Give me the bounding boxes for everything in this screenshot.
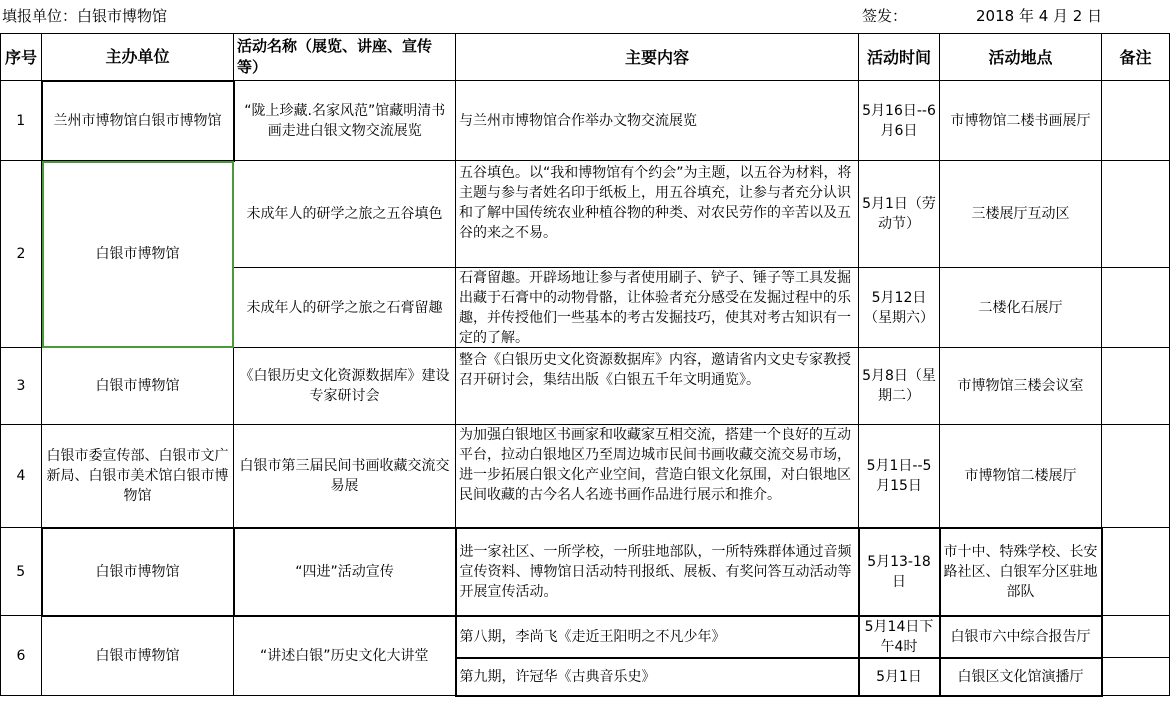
sign-label: 签发： xyxy=(862,7,908,25)
note-cell[interactable] xyxy=(1102,348,1170,425)
col-header-time[interactable]: 活动时间 xyxy=(859,34,940,81)
col-header-organizer[interactable]: 主办单位 xyxy=(42,34,234,81)
activity-name-cell[interactable]: 未成年人的研学之旅之五谷填色 xyxy=(234,161,456,268)
place-cell[interactable]: 市博物馆三楼会议室 xyxy=(940,348,1102,425)
note-cell[interactable] xyxy=(1102,161,1170,268)
row-number[interactable]: 5 xyxy=(1,528,42,616)
place-cell[interactable]: 市博物馆二楼书画展厅 xyxy=(940,81,1102,161)
organizer-cell[interactable]: 白银市博物馆 xyxy=(42,348,234,425)
col-header-activity-name[interactable]: 活动名称（展览、讲座、宣传等） xyxy=(234,34,456,81)
table-row xyxy=(1,425,1170,528)
content-cell[interactable]: 第九期，许冠华《古典音乐史》 xyxy=(456,658,859,696)
row-number[interactable]: 3 xyxy=(1,348,42,425)
row-number[interactable]: 1 xyxy=(1,81,42,161)
place-cell[interactable]: 白银区文化馆演播厅 xyxy=(940,658,1102,696)
note-cell[interactable] xyxy=(1102,616,1170,658)
table-row xyxy=(1,528,1170,616)
content-cell[interactable]: 与兰州市博物馆合作举办文物交流展览 xyxy=(456,81,859,161)
organizer-cell-selected[interactable]: 白银市博物馆 xyxy=(42,161,234,348)
content-cell[interactable]: 进一家社区、一所学校，一所驻地部队，一所特殊群体通过音频宣传资料、博物馆日活动特刊报纸、展板、有奖问答互动活动等开展宣传活动。 xyxy=(456,528,859,616)
time-cell[interactable]: 5月1日（劳动节） xyxy=(859,161,940,268)
note-cell[interactable] xyxy=(1102,658,1170,696)
note-cell[interactable] xyxy=(1102,528,1170,616)
content-cell[interactable]: 第八期，李尚飞《走近王阳明之不凡少年》 xyxy=(456,616,859,658)
activity-name-cell[interactable]: “讲述白银”历史文化大讲堂 xyxy=(234,616,456,696)
report-date: 2018 年 4 月 2 日 xyxy=(976,7,1103,25)
organizer-cell[interactable]: 白银市博物馆 xyxy=(42,528,234,616)
organizer-cell[interactable]: 兰州市博物馆白银市博物馆 xyxy=(42,81,234,161)
content-cell[interactable]: 五谷填色。以“我和博物馆有个约会”为主题，以五谷为材料，将主题与参与者姓名印于纸板上，用五谷填充，让参与者充分认识和了解中国传统农业种植谷物的种类、对农民劳作的辛苦以及五谷的来之不易。 xyxy=(456,161,859,268)
activity-name-cell[interactable]: “陇上珍藏.名家风范”馆藏明清书画走进白银文物交流展览 xyxy=(234,81,456,161)
activity-name-cell[interactable]: 《白银历史文化资源数据库》建设专家研讨会 xyxy=(234,348,456,425)
place-cell[interactable]: 白银市六中综合报告厅 xyxy=(940,616,1102,658)
content-cell[interactable]: 整合《白银历史文化资源数据库》内容，邀请省内文史专家教授召开研讨会，集结出版《白银五千年文明通览》。 xyxy=(456,348,859,425)
content-text: 为加强白银地区书画家和收藏家互相交流，搭建一个良好的互动平台，拉动白银地区乃至周边城市民间书画收藏交流交易市场，进一步拓展白银文化产业空间，营造白银文化氛围，对白银地区民间收藏的古今名人名迹书画作品进行展示和推介。 xyxy=(459,427,851,503)
organizer-cell[interactable]: 白银市委宣传部、白银市文广新局、白银市美术馆白银市博物馆 xyxy=(42,425,234,528)
organizer-cell[interactable]: 白银市博物馆 xyxy=(42,616,234,696)
table-row xyxy=(1,348,1170,425)
content-text: 石膏留趣。开辟场地让参与者使用刷子、铲子、锤子等工具发掘出藏于石膏中的动物骨骼，让体验者充分感受在发掘过程中的乐趣，并传授他们一些基本的考古发掘技巧，使其对考古知识有一定的了解。 xyxy=(459,270,851,346)
time-cell[interactable]: 5月16日--6月6日 xyxy=(859,81,940,161)
place-cell[interactable]: 三楼展厅互动区 xyxy=(940,161,1102,268)
col-header-content[interactable]: 主要内容 xyxy=(456,34,859,81)
note-cell[interactable] xyxy=(1102,425,1170,528)
table-row xyxy=(1,81,1170,161)
time-cell[interactable]: 5月8日（星期二） xyxy=(859,348,940,425)
time-cell[interactable]: 5月14日下午4时 xyxy=(859,616,940,658)
place-cell[interactable]: 市十中、特殊学校、长安路社区、白银军分区驻地部队 xyxy=(940,528,1102,616)
header-row xyxy=(1,34,1170,81)
col-header-note[interactable]: 备注 xyxy=(1102,34,1170,81)
col-header-place[interactable]: 活动地点 xyxy=(940,34,1102,81)
activity-name-cell[interactable]: 未成年人的研学之旅之石膏留趣 xyxy=(234,268,456,348)
reporting-unit: 填报单位：白银市博物馆 xyxy=(2,7,168,25)
activity-name-cell[interactable]: “四进”活动宣传 xyxy=(234,528,456,616)
note-cell[interactable] xyxy=(1102,81,1170,161)
time-cell[interactable]: 5月1日 xyxy=(859,658,940,696)
time-cell[interactable]: 5月13-18日 xyxy=(859,528,940,616)
row-number[interactable]: 4 xyxy=(1,425,42,528)
table-row xyxy=(1,161,1170,268)
col-header-number[interactable]: 序号 xyxy=(1,34,42,81)
activity-table xyxy=(0,33,1170,697)
activity-name-cell[interactable]: 白银市第三届民间书画收藏交流交易展 xyxy=(234,425,456,528)
content-cell[interactable] xyxy=(456,425,859,528)
table-row xyxy=(1,616,1170,658)
place-cell[interactable]: 二楼化石展厅 xyxy=(940,268,1102,348)
place-cell[interactable]: 市博物馆二楼展厅 xyxy=(940,425,1102,528)
time-cell[interactable]: 5月1日--5月15日 xyxy=(859,425,940,528)
row-number[interactable]: 2 xyxy=(1,161,42,348)
row-number[interactable]: 6 xyxy=(1,616,42,696)
time-cell[interactable]: 5月12日（星期六） xyxy=(859,268,940,348)
note-cell[interactable] xyxy=(1102,268,1170,348)
content-cell[interactable] xyxy=(456,268,859,348)
